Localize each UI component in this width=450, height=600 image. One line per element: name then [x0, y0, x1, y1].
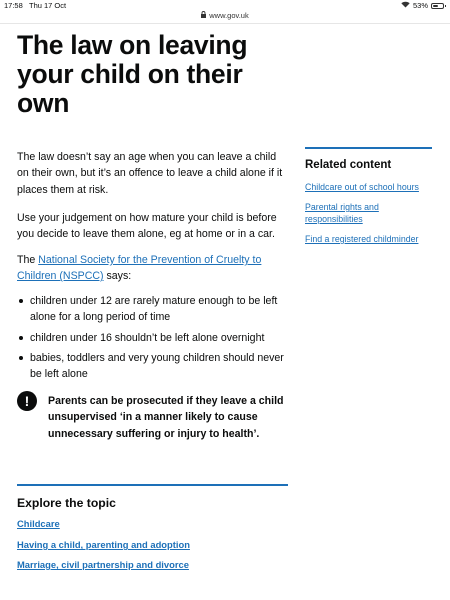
explore-link-childcare[interactable]: Childcare [17, 518, 60, 529]
nspcc-link[interactable]: National Society for the Prevention of Cruelty to Children (NSPCC) [17, 254, 262, 283]
related-divider [305, 147, 432, 149]
status-date: Thu 17 Oct [29, 1, 67, 10]
battery-percent: 53% [412, 1, 428, 10]
status-time: 17:58 [4, 1, 23, 10]
nspcc-advice-list [17, 293, 293, 386]
lock-icon [201, 10, 206, 22]
address-bar[interactable] [0, 10, 450, 22]
url-text[interactable]: www.gov.uk [209, 11, 249, 20]
related-link-parental-rights[interactable]: Parental rights and responsibilities [305, 202, 379, 224]
toolbar-divider [0, 23, 450, 24]
nspcc-prefix: The [17, 254, 39, 266]
nspcc-suffix: says: [103, 270, 132, 283]
explore-heading: Explore the topic [17, 496, 116, 510]
related-link-out-of-school[interactable]: Childcare out of school hours [305, 182, 419, 192]
list-item: children under 12 are rarely mature enough to be left alone for a long period of time [17, 293, 293, 326]
related-link-childminder[interactable]: Find a registered childminder [305, 234, 419, 244]
nspcc-paragraph [17, 252, 289, 285]
list-item: babies, toddlers and very young children should never be left alone [17, 350, 293, 383]
battery-icon [431, 3, 444, 9]
explore-divider [17, 484, 288, 486]
warning-text: Parents can be prosecuted if they leave a child unsupervised ‘in a manner likely to cause unnecessary suffering or injury to health’. [48, 395, 284, 440]
intro-paragraph: The law doesn’t say an age when you can leave a child on their own, but it’s an offence to leave a child alone if it places them at risk. [17, 151, 283, 196]
battery-fill [433, 5, 438, 7]
list-item: children under 16 shouldn’t be left alone overnight [17, 330, 293, 346]
explore-link-parenting[interactable]: Having a child, parenting and adoption [17, 539, 190, 550]
related-heading: Related content [305, 159, 392, 171]
judgement-paragraph: Use your judgement on how mature your child is before you decide to leave them alone, eg at home or in a car. [17, 212, 277, 241]
warning-icon: ! [17, 391, 37, 411]
page-title: The law on leaving your child on their own [17, 30, 248, 118]
explore-link-marriage[interactable]: Marriage, civil partnership and divorce [17, 559, 189, 570]
